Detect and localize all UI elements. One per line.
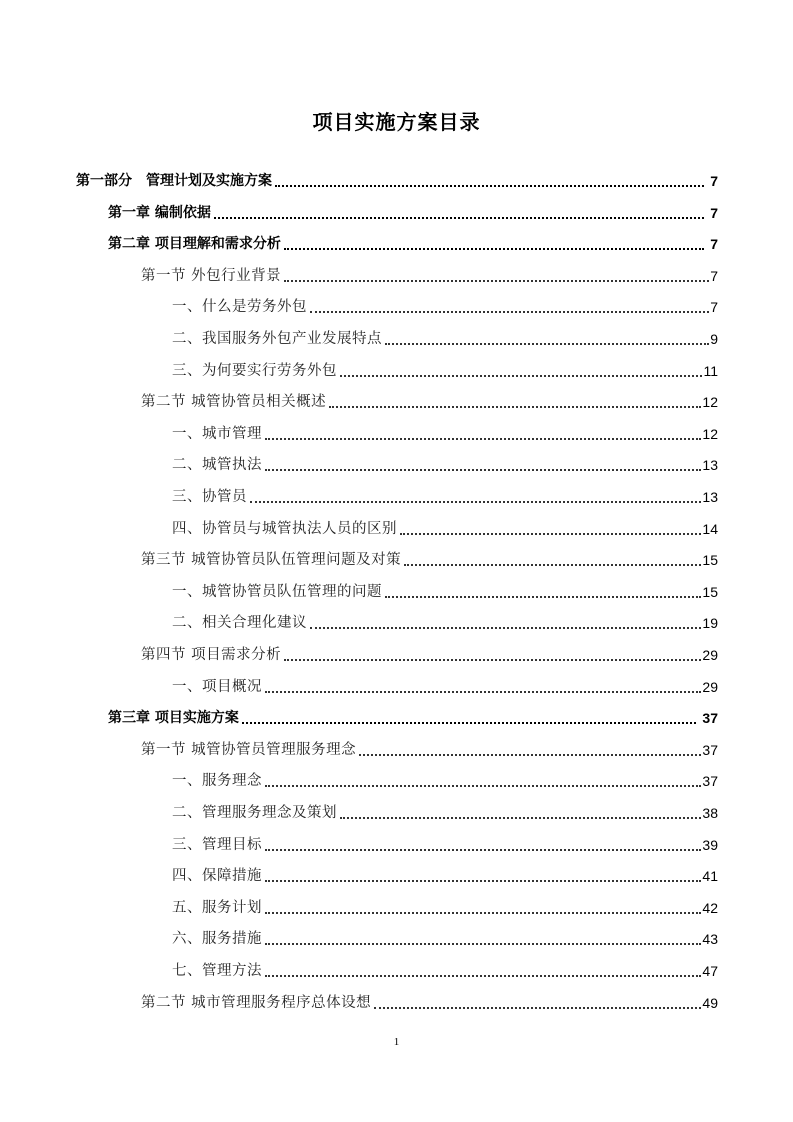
dot-leader	[250, 501, 701, 503]
dot-leader	[310, 311, 709, 313]
toc-entry-page: 12	[702, 394, 718, 411]
toc-entry[interactable]	[141, 640, 718, 664]
toc-entry-label: 第四节 项目需求分析	[141, 647, 282, 663]
page-number: 1	[393, 1036, 400, 1048]
toc-entry-page: 7	[710, 299, 718, 316]
toc-entry-page: 15	[702, 583, 718, 600]
toc-entry-label: 第三章 项目实施方案	[108, 710, 239, 727]
toc-entry-page: 43	[702, 931, 718, 948]
dot-leader	[404, 564, 701, 566]
dot-leader	[385, 343, 709, 345]
toc-entry-page: 19	[702, 615, 718, 632]
toc-entry-page: 15	[702, 552, 718, 569]
toc-entry-label: 三、管理目标	[172, 836, 262, 853]
toc-entry-page: 37	[702, 710, 718, 727]
toc-entry-label: 二、我国服务外包产业发展特点	[172, 331, 382, 347]
toc-entry[interactable]	[172, 450, 718, 474]
toc-entry-label: 三、为何要实行劳务外包	[172, 362, 337, 379]
toc-entry-label: 四、保障措施	[172, 868, 262, 885]
toc-entry-page: 9	[710, 331, 718, 347]
toc-entry-label: 第一节 外包行业背景	[141, 267, 282, 284]
toc-entry-label: 一、城市管理	[172, 425, 262, 442]
toc-entry[interactable]	[141, 735, 718, 759]
toc-entry-page: 42	[702, 899, 718, 916]
toc-entry-page: 38	[702, 805, 718, 821]
dot-leader	[265, 469, 701, 471]
toc-entry[interactable]	[108, 198, 718, 222]
toc-entry[interactable]	[141, 988, 718, 1012]
dot-leader	[265, 943, 701, 945]
toc-entry-label: 第一章 编制依据	[108, 204, 211, 221]
dot-leader	[374, 1007, 701, 1009]
dot-leader	[310, 627, 701, 629]
dot-leader	[265, 849, 701, 851]
dot-leader	[340, 375, 702, 377]
toc-entry-page: 7	[710, 204, 718, 221]
toc-entry-label: 二、管理服务理念及策划	[172, 805, 337, 821]
toc-entry-label: 三、协管员	[172, 489, 247, 505]
toc-entry-page: 11	[703, 362, 718, 379]
dot-leader	[340, 817, 701, 819]
toc-entry-label: 第一部分 管理计划及实施方案	[76, 173, 272, 189]
dot-leader	[265, 912, 701, 914]
toc-entry-label: 二、城管执法	[172, 457, 262, 474]
dot-leader	[275, 185, 704, 187]
toc-entry-page: 37	[702, 741, 718, 758]
toc-entry[interactable]	[172, 324, 718, 348]
toc-entry[interactable]	[172, 514, 718, 538]
toc-entry[interactable]	[172, 893, 718, 917]
dot-leader	[400, 533, 701, 535]
toc-entry[interactable]	[172, 861, 718, 885]
dot-leader	[359, 754, 701, 756]
toc-entry-page: 39	[702, 836, 718, 853]
dot-leader	[242, 722, 697, 724]
toc-entry-label: 五、服务计划	[172, 899, 262, 916]
toc-entry-label: 第二节 城管协管员相关概述	[141, 394, 327, 411]
toc-entry-page: 12	[702, 425, 718, 442]
dot-leader	[329, 406, 701, 408]
toc-entry-page: 14	[702, 520, 718, 537]
toc-entry-page: 49	[702, 994, 718, 1011]
document-title: 项目实施方案目录	[312, 110, 481, 134]
toc-entry-label: 一、城管协管员队伍管理的问题	[172, 583, 382, 600]
toc-entry[interactable]	[108, 703, 718, 727]
dot-leader	[265, 438, 701, 440]
dot-leader	[385, 596, 701, 598]
dot-leader	[284, 248, 704, 250]
toc-entry[interactable]	[172, 577, 718, 601]
toc-entry-page: 7	[710, 173, 718, 189]
toc-entry-page: 7	[710, 267, 718, 284]
toc-entry[interactable]	[172, 830, 718, 854]
toc-entry-label: 四、协管员与城管执法人员的区别	[172, 520, 397, 537]
toc-entry-page: 47	[702, 963, 718, 979]
toc-entry[interactable]	[172, 924, 718, 948]
toc-entry-label: 第一节 城管协管员管理服务理念	[141, 741, 357, 758]
dot-leader	[284, 659, 701, 661]
toc-entry-label: 第三节 城管协管员队伍管理问题及对策	[141, 552, 402, 569]
toc-entry[interactable]	[172, 482, 718, 506]
toc-entry[interactable]	[172, 356, 718, 380]
toc-entry-page: 29	[702, 678, 718, 695]
toc-entry-page: 13	[702, 457, 718, 474]
toc-entry-label: 二、相关合理化建议	[172, 615, 307, 632]
toc-entry-page: 7	[710, 236, 718, 253]
dot-leader	[265, 975, 701, 977]
toc-entry[interactable]	[172, 956, 718, 980]
toc-entry[interactable]	[141, 261, 718, 285]
toc-entry-label: 七、管理方法	[172, 963, 262, 979]
toc-entry-page: 37	[702, 773, 718, 790]
toc-entry-label: 第二节 城市管理服务程序总体设想	[141, 994, 372, 1011]
toc-entry-label: 一、项目概况	[172, 678, 262, 695]
dot-leader	[265, 880, 701, 882]
toc-entry-page: 13	[702, 489, 718, 505]
dot-leader	[214, 217, 704, 219]
toc-entry[interactable]	[141, 545, 718, 569]
toc-entry[interactable]	[172, 608, 718, 632]
toc-entry-page: 29	[702, 647, 718, 663]
dot-leader	[284, 280, 709, 282]
toc-entry-label: 一、什么是劳务外包	[172, 299, 307, 316]
dot-leader	[265, 785, 701, 787]
dot-leader	[265, 691, 701, 693]
toc-entry-label: 六、服务措施	[172, 931, 262, 948]
toc-entry-label: 一、服务理念	[172, 773, 262, 790]
toc-entry[interactable]	[172, 419, 718, 443]
toc-entry[interactable]	[172, 798, 718, 822]
toc-entry[interactable]	[76, 166, 718, 190]
toc-entry[interactable]	[172, 766, 718, 790]
toc-entry[interactable]	[172, 672, 718, 696]
toc-entry[interactable]	[141, 387, 718, 411]
toc-entry-page: 41	[702, 868, 718, 885]
toc-entry-label: 第二章 项目理解和需求分析	[108, 236, 281, 253]
toc-entry[interactable]	[172, 292, 718, 316]
toc-entry[interactable]	[108, 229, 718, 253]
